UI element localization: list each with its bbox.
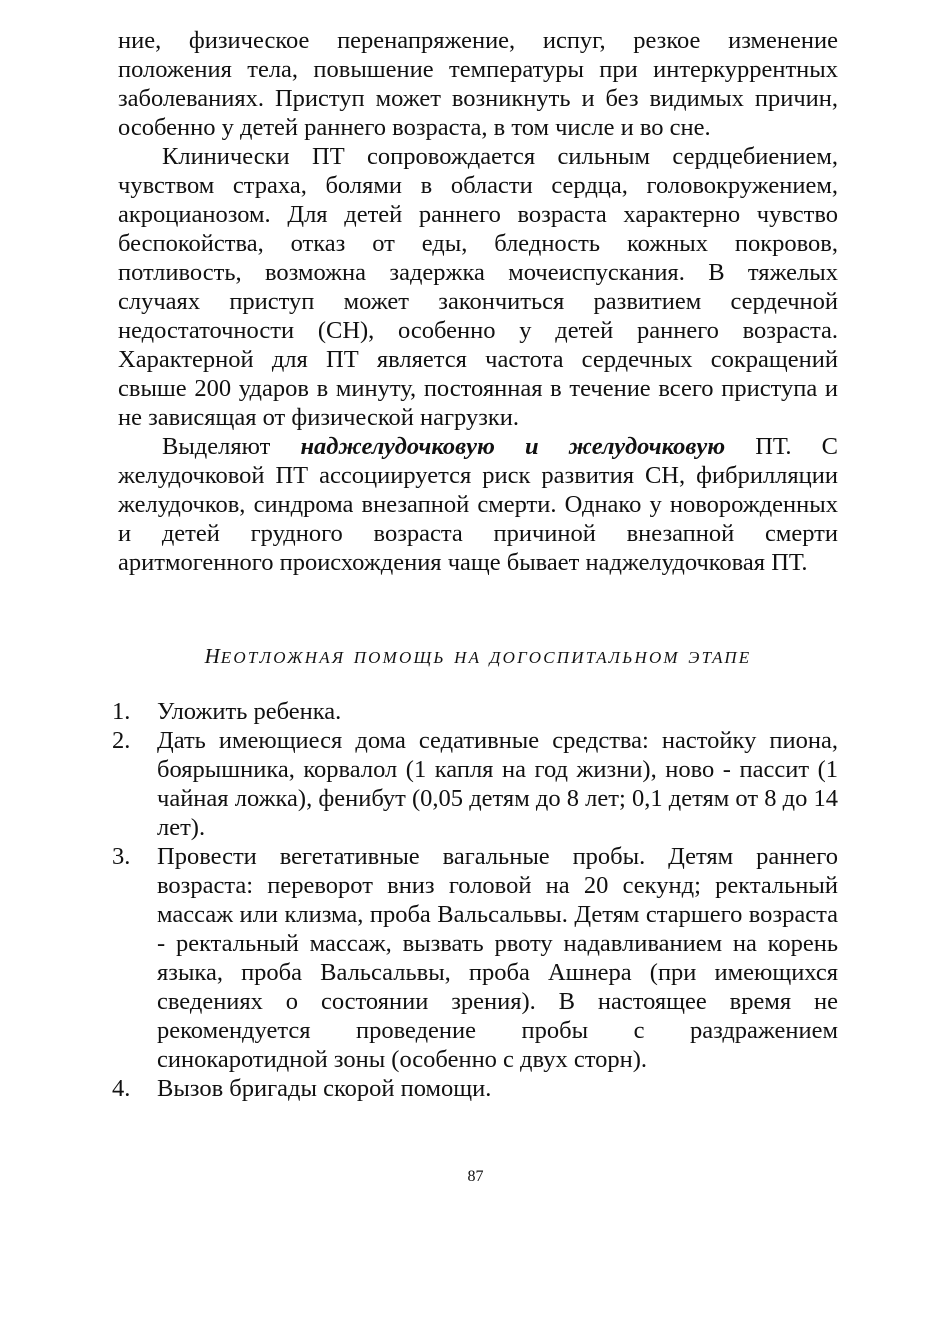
list-item-number: 3.: [112, 843, 131, 870]
paragraph-clinical-signs: Клинически ПТ сопровождается сильным сердцебиением, чувством страха, болями в области сердца, головокружением, акроцианозом. Для детей раннего возраста характерно чувство беспокойства, отказ от еды, бледность кожных покровов, потливость, возможна задержка мочеиспускания. В тяжелых случаях приступ может закончиться развитием сердечной недостаточности (СН), особенно у детей раннего возраста. Характерной для ПТ является частота сердечных сокращений свыше 200 ударов в минуту, постоянная в течение всего приступа и не зависящая от физической нагрузки.: [118, 143, 838, 431]
list-item-text: Уложить ребенка.: [157, 698, 342, 725]
paragraph-continuation: ние, физическое перенапряжение, испуг, резкое изменение положения тела, повышение температуры при интеркуррентных заболеваниях. Приступ может возникнуть и без видимых причин, особенно у детей раннего возраста, в том числе и во сне.: [118, 27, 838, 141]
list-item: [112, 842, 838, 1074]
list-item: [112, 1074, 838, 1103]
list-item-text: Вызов бригады скорой помощи.: [157, 1075, 492, 1102]
paragraph-types-lead: Выделяют: [162, 433, 301, 460]
emergency-steps-list: [112, 697, 838, 1103]
section-heading: [118, 644, 838, 669]
section-heading-text: ЕОТЛОЖНАЯ ПОМОЩЬ НА ДОГОСПИТАЛЬНОМ ЭТАПЕ: [220, 648, 752, 667]
list-item-text: Дать имеющиеся дома седативные средства: настойку пиона, боярышника, корвалол (1 капля на год жизни), ново - пассит (1 чайная ложка), фенибут (0,05 детям до 8 лет; 0,1 детям от 8 до 14 лет).: [157, 727, 838, 841]
list-item: [112, 697, 838, 726]
body-text: [118, 26, 838, 577]
paragraph-types-rest: ПТ. С желудочковой ПТ ассоциируется риск развития СН, фибрилляции желудочков, синдрома внезапной смерти. Однако у новорожденных и детей грудного возраста причиной внезапной смерти аритмогенного происхождения чаще бывает наджелудочковая ПТ.: [118, 433, 838, 576]
list-item-number: 4.: [112, 1075, 131, 1102]
list-item-number: 2.: [112, 727, 131, 754]
emphasized-term: наджелудочковую и желудочковую: [300, 433, 726, 460]
list-item-text: Провести вегетативные вагальные пробы. Детям раннего возраста: переворот вниз головой на 20 секунд; ректальный массаж или клизма, проба Вальсальвы. Детям старшего возраста - ректальный массаж, вызвать рвоту надавливанием на корень языка, проба Вальсальвы, проба Ашнера (при имеющихся сведениях о состоянии зрения). В настоящее время не рекомендуется проведение пробы с раздражением синокаротидной зоны (особенно с двух сторн).: [157, 843, 838, 1073]
page-number: 87: [467, 1168, 484, 1185]
paragraph-types: [118, 432, 838, 577]
list-item-number: 1.: [112, 698, 131, 725]
list-item: [112, 726, 838, 842]
section-heading-initial: Н: [204, 644, 221, 668]
